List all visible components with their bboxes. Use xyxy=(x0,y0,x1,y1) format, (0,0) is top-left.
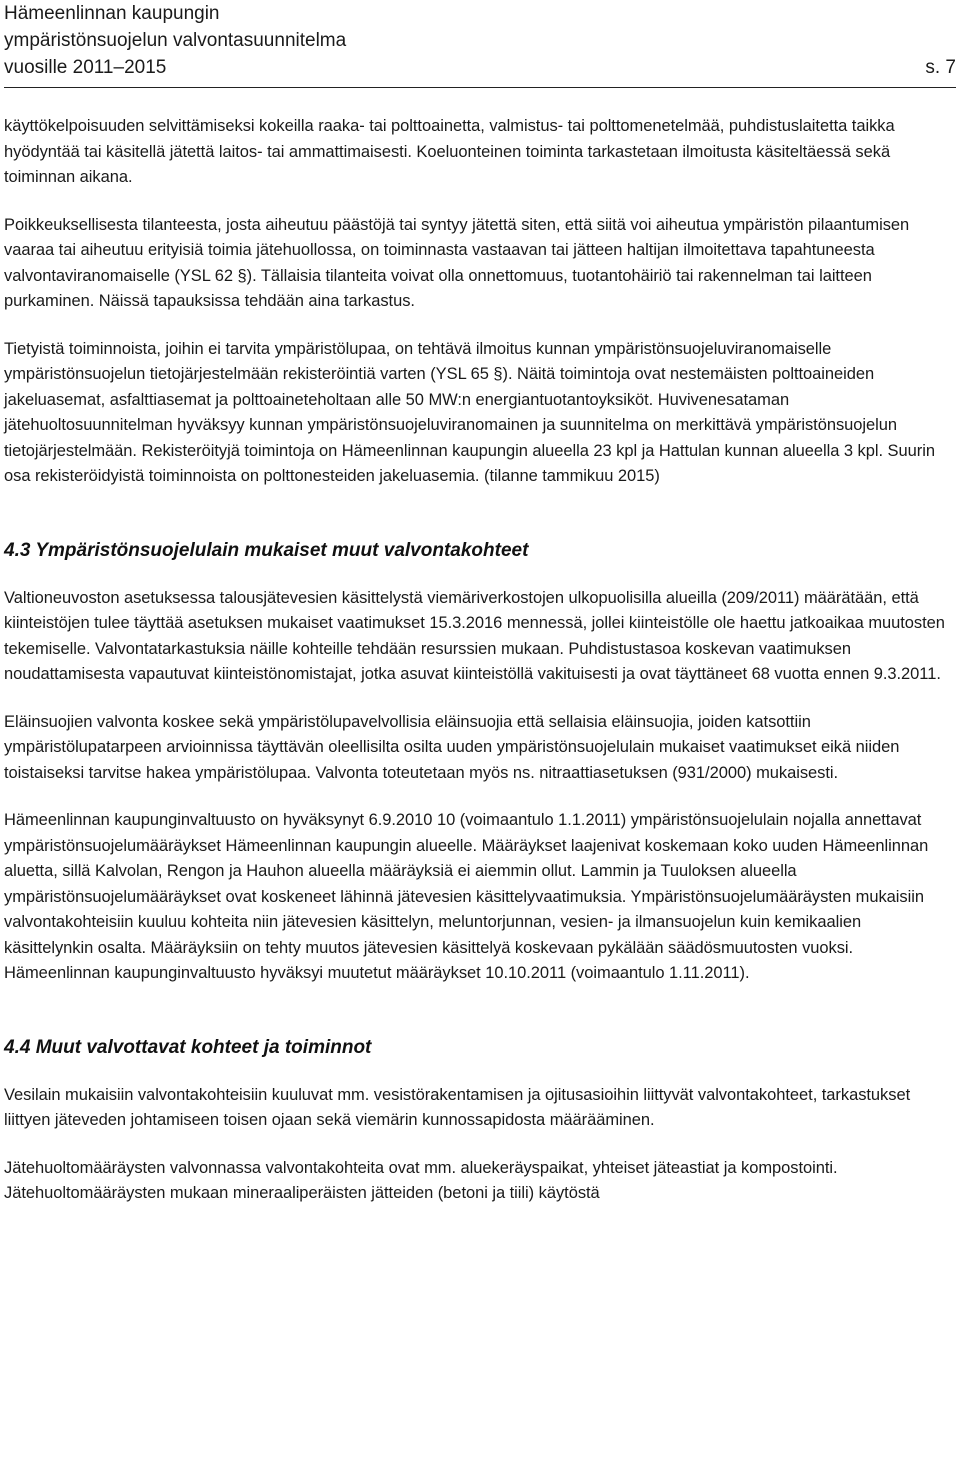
section-heading-4-4: 4.4 Muut valvottavat kohteet ja toiminnot xyxy=(4,1036,372,1058)
document-body xyxy=(4,114,952,1207)
paragraph-6: Hämeenlinnan kaupunginvaltuusto on hyväksynyt 6.9.2010 10 (voimaantulo 1.1.2011) ympäristönsuojelulain nojalla annettavat ympäristönsuojelumääräykset Hämeenlinnan kaupungin alueelle. Määräykset laajenivat koskemaan koko uuden Hämeenlinnan aluetta, sillä Kalvolan, Rengon ja Hauhon alueella määräyksiä ei aiemmin ollut. Lammin ja Tuuloksen alueella ympäristönsuojelumääräykset ovat koskeneet lähinnä jätevesien käsittelyvaatimuksia. Ympäristönsuojelumääräysten mukaisiin valvontakohteisiin kuuluu kohteita niin jätevesien käsittelyn, meluntorjunnan, vesien- ja ilmansuojelun kuin kemikaalien käsittelynkin osalta. Määräyksiin on tehty muutos jätevesien käsittelyä koskevaan pykälään säädösmuutosten vuoksi. Hämeenlinnan kaupunginvaltuusto hyväksyi muutetut määräykset 10.10.2011 (voimaantulo 1.11.2011). xyxy=(4,811,929,982)
header-line-2: ympäristönsuojelun valvontasuunnitelma xyxy=(4,30,347,51)
paragraph-5: Eläinsuojien valvonta koskee sekä ympäristölupavelvollisia eläinsuojia että sellaisia eläinsuojia, joiden katsottiin ympäristölupatarpeen arvioinnissa täyttävän oleellisilta osilta uuden ympäristönsuojelulain mukaiset vaatimukset eikä niiden toistaiseksi tarvitse hakea ympäristölupaa. Valvonta toteutetaan myös ns. nitraattiasetuksen (931/2000) mukaisesti. xyxy=(4,712,900,782)
paragraph-8: Jätehuoltomääräysten valvonnassa valvontakohteita ovat mm. aluekeräyspaikat, yhteiset jäteastiat ja kompostointi. Jätehuoltomääräysten mukaan mineraaliperäisten jätteiden (betoni ja tiili) käytöstä xyxy=(4,1158,838,1202)
header-divider xyxy=(4,87,956,88)
paragraph-3: Tietyistä toiminnoista, joihin ei tarvita ympäristölupaa, on tehtävä ilmoitus kunnan ympäristönsuojeluviranomaiselle ympäristönsuojelun tietojärjestelmään rekisteröintiä varten (YSL 65 §). Näitä toimintoja ovat nestemäisten polttoaineiden jakeluasemat, asfalttiasemat ja polttoaineteholtaan alle 50 MW:n energiantuotantoyksiköt. Huvivenesataman jätehuoltosuunnitelman hyväksyy kunnan ympäristönsuojeluviranomainen ja suunnitelma on merkittävä ympäristönsuojelun tietojärjestelmään. Rekisteröityjä toimintoja on Hämeenlinnan kaupungin alueella 23 kpl ja Hattulan kunnan alueella 3 kpl. Suurin osa rekisteröidyistä toiminnoista on polttonesteiden jakeluasemia. (tilanne tammikuu 2015) xyxy=(4,339,935,485)
paragraph-2: Poikkeuksellisesta tilanteesta, josta aiheutuu päästöjä tai syntyy jätettä siten, että siitä voi aiheutua ympäristön pilaantumisen vaaraa tai aiheutuu erityisiä toimia jätehuollossa, on toiminnasta vastaavan tai jätteen haltijan ilmoitettava tapahtuneesta valvontaviranomaiselle (YSL 62 §). Tällaisia tilanteita voivat olla onnettomuus, tuotantohäiriö tai rakennelman tai laitteen purkaminen. Näissä tapauksissa tehdään aina tarkastus. xyxy=(4,215,910,310)
header-line-3 xyxy=(4,54,956,81)
paragraph-1: käyttökelpoisuuden selvittämiseksi kokeilla raaka- tai polttoainetta, valmistus- tai polttomenetelmää, puhdistuslaitetta taikka hyödyntää tai käsitellä jätettä laitos- tai ammattimaisesti. Koeluonteinen toiminta tarkastetaan ilmoitusta käsiteltäessä sekä toiminnan aikana. xyxy=(4,117,895,186)
paragraph-4: Valtioneuvoston asetuksessa talousjätevesien käsittelystä viemäriverkostojen ulkopuolisilla alueilla (209/2011) määrätään, että kiinteistöjen tulee täyttää asetuksen mukaiset vaatimukset 15.3.2016 mennessä, jollei kiinteistölle ole haettu jatkoaikaa muutosten tekemiselle. Valvontatarkastuksia näille kohteille tehdään resurssien mukaan. Puhdistustasoa koskevan vaatimuksen noudattamisesta vapautuvat kiinteistönomistajat, jotka asuvat kiinteistöllä vakituisesti ja ovat täyttäneet 68 vuotta ennen 9.3.2011. xyxy=(4,588,945,683)
header-years: vuosille 2011–2015 xyxy=(4,57,167,78)
page-number: s. 7 xyxy=(925,57,956,78)
page-header xyxy=(4,0,956,81)
paragraph-7: Vesilain mukaisiin valvontakohteisiin kuuluvat mm. vesistörakentamisen ja ojitusasioihin liittyvät valvontakohteet, tarkastukset liittyen jäteveden johtamiseen toisen ojaan sekä viemärin kunnossapidosta määrääminen. xyxy=(4,1085,911,1129)
section-heading-4-3: 4.3 Ympäristönsuojelulain mukaiset muut valvontakohteet xyxy=(4,539,529,561)
header-line-1: Hämeenlinnan kaupungin xyxy=(4,3,220,24)
